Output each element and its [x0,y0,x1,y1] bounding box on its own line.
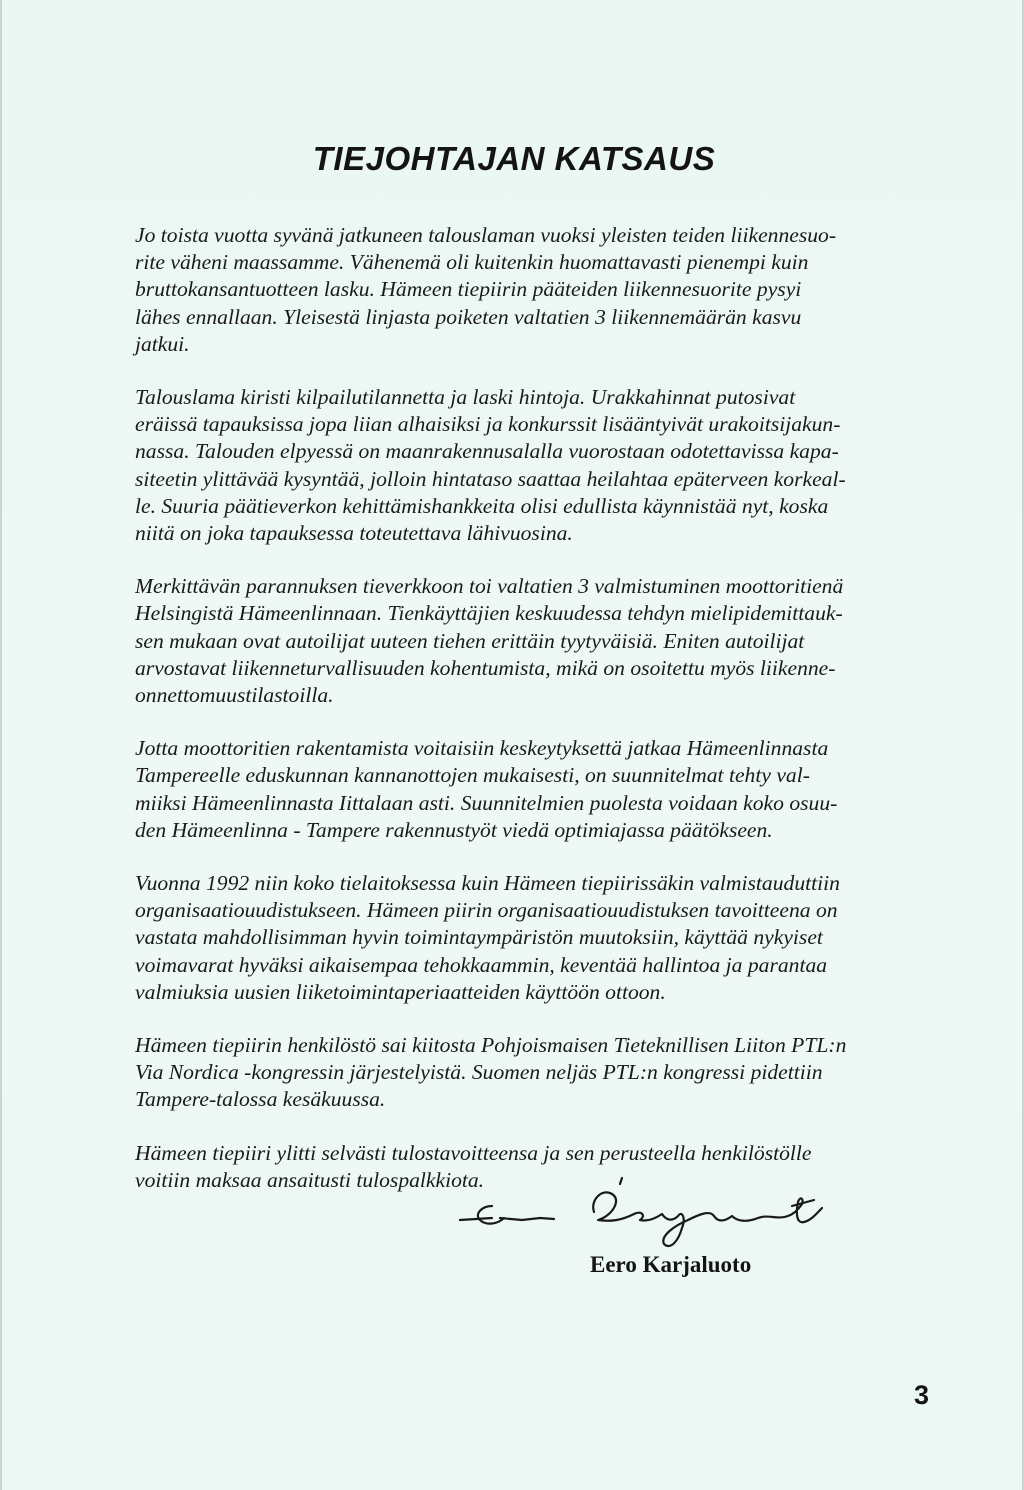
handwritten-signature [452,1170,852,1260]
paragraph-3: Merkittävän parannuksen tieverkkoon toi valtatien 3 valmistuminen moottoritienä Helsingistä Hämeenlinnaan. Tienkäyttäjien keskuudessa tehdyn mielipidemittauk- sen mukaan ovat autoilijat uuteen tiehen erittäin tyytyväisiä. Eniten autoilijat arvostavat liikenneturvallisuuden kohentumista, mikä on osoitettu myös liikenne- onnettomuustilastoilla. [135,574,844,708]
author-name: Eero Karjaluoto [590,1252,752,1277]
paragraph-5: Vuonna 1992 niin koko tielaitoksessa kuin Hämeen tiepiirissäkin valmistauduttiin organisaatiouudistukseen. Hämeen piirin organisaatiouudistuksen tavoitteena on vastata mahdollisimman hyvin toimintaympäristön muutoksiin, käyttää nykyiset voimavarat hyväksi aikaisempaa tehokkaammin, keventää hallintoa ja parantaa valmiuksia uusien liiketoimintaperiaatteiden käyttöön ottoon. [135,871,840,1004]
paragraph-4: Jotta moottoritien rakentamista voitaisiin keskeytyksettä jatkaa Hämeenlinnasta Tampereelle eduskunnan kannanottojen mukaisesti, on suunnitelmat tehty val- miiksi Hämeenlinnasta Iittalaan asti. Suunnitelmien puolesta voidaan koko osuu- den Hämeenlinna - Tampere rakennustyöt viedä optimiajassa päätökseen. [135,736,838,842]
page-number: 3 [914,1380,930,1410]
paragraph-6: Hämeen tiepiirin henkilöstö sai kiitosta Pohjoismaisen Tieteknillisen Liiton PTL:n Via Nordica -kongressin järjestelyistä. Suomen neljäs PTL:n kongressi pidettiin Tampere-talossa kesäkuussa. [135,1033,847,1112]
paragraph-2: Talouslama kiristi kilpailutilannetta ja laski hintoja. Urakkahinnat putosivat eräissä tapauksissa jopa liian alhaisiksi ja konkurssit lisääntyivät urakoitsijakun- nassa. Talouden elpyessä on maanrakennusalalla vuorostaan odotettavissa kapa- siteetin ylittävää kysyntää, jolloin hintataso saattaa heilahtaa epäterveen korkeal- le. Suuria päätieverkon kehittämishankkeita olisi edullista käynnistää nyt, koska niitä on joka tapauksessa toteutettava lähivuosina. [135,385,846,546]
paragraph-7: Hämeen tiepiiri ylitti selvästi tulostavoitteensa ja sen perusteella henkilöstölle voitiin maksaa ansaitusti tulospalkkiota. [135,1140,812,1192]
body-text [135,222,880,1220]
page-title: TIEJOHTAJAN KATSAUS [312,140,716,177]
paragraph-1: Jo toista vuotta syvänä jatkuneen talouslaman vuoksi yleisten teiden liikennesuo- rite väheni maassamme. Vähenemä oli kuitenkin huomattavasti pienempi kuin bruttokansantuotteen lasku. Hämeen tiepiirin pääteiden liikennesuorite pysyi lähes ennallaan. Yleisestä linjasta poiketen valtatien 3 liikennemäärän kasvu jatkui. [135,223,837,356]
